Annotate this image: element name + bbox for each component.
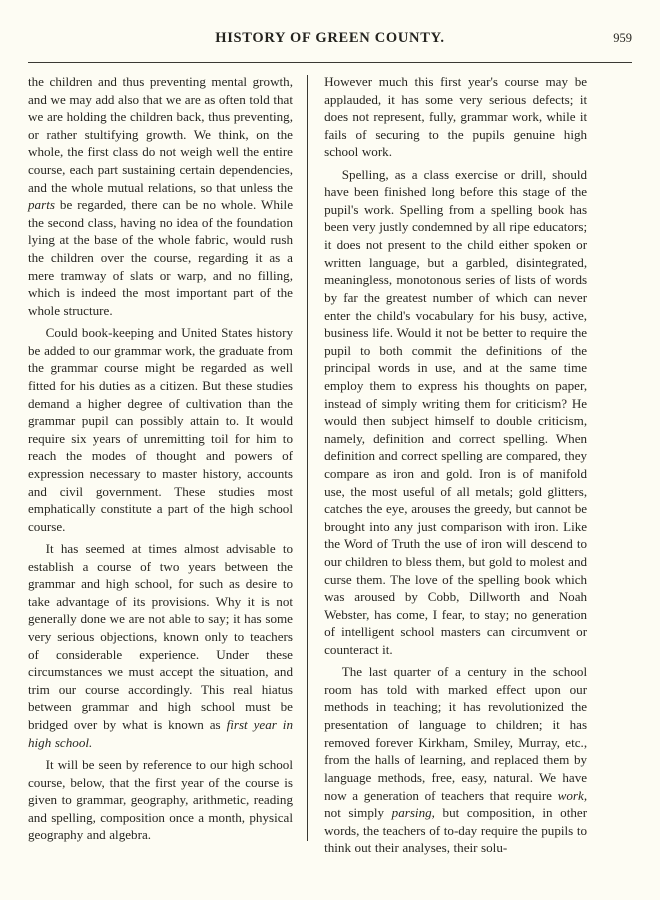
- paragraph: It has seemed at times almost advisable to establish a course of two years between the grammar and high school, for such as desire to take advantage of its provisions. Why it is not generally done we are not able to say; it has some very serious objections, known only to teachers of considerable experience. Under these circumstances we must accept the situation, and trim our course accordingly. This real hiatus between grammar and high school must be bridged over by what is known as first year in high school.: [28, 541, 293, 750]
- paragraph: However much this first year's course may be applauded, it has some very serious defects; it does not represent, fully, grammar work, while it fails of securing to the pupils genuine high school work.: [324, 74, 588, 160]
- paragraph: Spelling, as a class exercise or drill, should have been finished long before this stage of the pupil's work. Spelling from a spelling book has been very justly condemned by all ripe educators; it does not present to the child either spoken or written language, but a garbled, disintegrated, meaningless, monotonous series of lists of words by far the greatest number of which can never enter the child's vocabulary for his busy, active, business life. Would it not be better to require the pupil to both commit the definitions of the principal words in use, and at the same time employ them to express his thoughts on paper, instead of simply writing them for criticism? He would then subject himself to double criticism, namely, definition and correct spelling. When definition and correct spelling are compared, they compare as iron and gold. Iron is of manifold use, the most useful of all metals; gold glitters, catches the eye, arouses the greedy, but cannot be brought into any just comparison with iron. Like the Word of Truth the use of iron will descend to our children to bless them, but gold to molest and curse them. The love of the spelling book which was aroused by Cobb, Dillworth and Noah Webster, has come, I fear, to stay; no generation of intelligent school masters can circumvent or counteract it.: [324, 166, 588, 658]
- paragraph: Could book-keeping and United States history be added to our grammar work, the graduate from the grammar course might be regarded as well fitted for his duties as a citizen. But these studies demand a higher degree of cultivation than the grammar pupil can possibly attain to. It would require six years of unremitting toil for him to reach the modes of thought and powers of expression necessary to master history, accounts and civil government. These studies most emphatically constitute a part of the high school course.: [28, 325, 293, 534]
- header-rule: [28, 62, 632, 63]
- running-head: HISTORY OF GREEN COUNTY.: [215, 30, 445, 46]
- paragraph: The last quarter of a century in the school room has told with marked effect upon our methods in teaching; it has revolutionized the presentation of language to children; it has removed forever Kirkham, Smiley, Murray, etc., from the halls of learning, and replaced them by language methods, free, easy, natural. We have now a generation of teachers that require work, not simply parsing, but composition, in other words, the teachers of to-day require the pupils to think out their analyses, their solu-: [324, 664, 588, 856]
- page-header: [28, 30, 632, 56]
- right-column: [308, 73, 588, 856]
- paragraph: the children and thus preventing mental growth, and we may add also that we are as often told that we are holding the children back, thus preventing, or rather stultifying growth. We think, on the whole, the first class do not weigh well the entire course, each part sustaining certain dependencies, and the whole mutual relations, so that unless the parts be regarded, there can be no whole. While the second class, having no idea of the foundation lying at the base of the whole fabric, would rush the children over the course, regarding it as a mere tramway of slats or warp, and no filling, which is indeed the most important part of the whole structure.: [28, 74, 293, 318]
- paragraph: It will be seen by reference to our high school course, below, that the first year of the course is given to grammar, geography, arithmetic, reading and spelling, composition once a month, physical geography and algebra.: [28, 756, 293, 843]
- page-number: 959: [613, 31, 632, 45]
- left-column: [28, 73, 307, 843]
- page-content-area: [28, 30, 632, 878]
- text-columns: [28, 73, 632, 856]
